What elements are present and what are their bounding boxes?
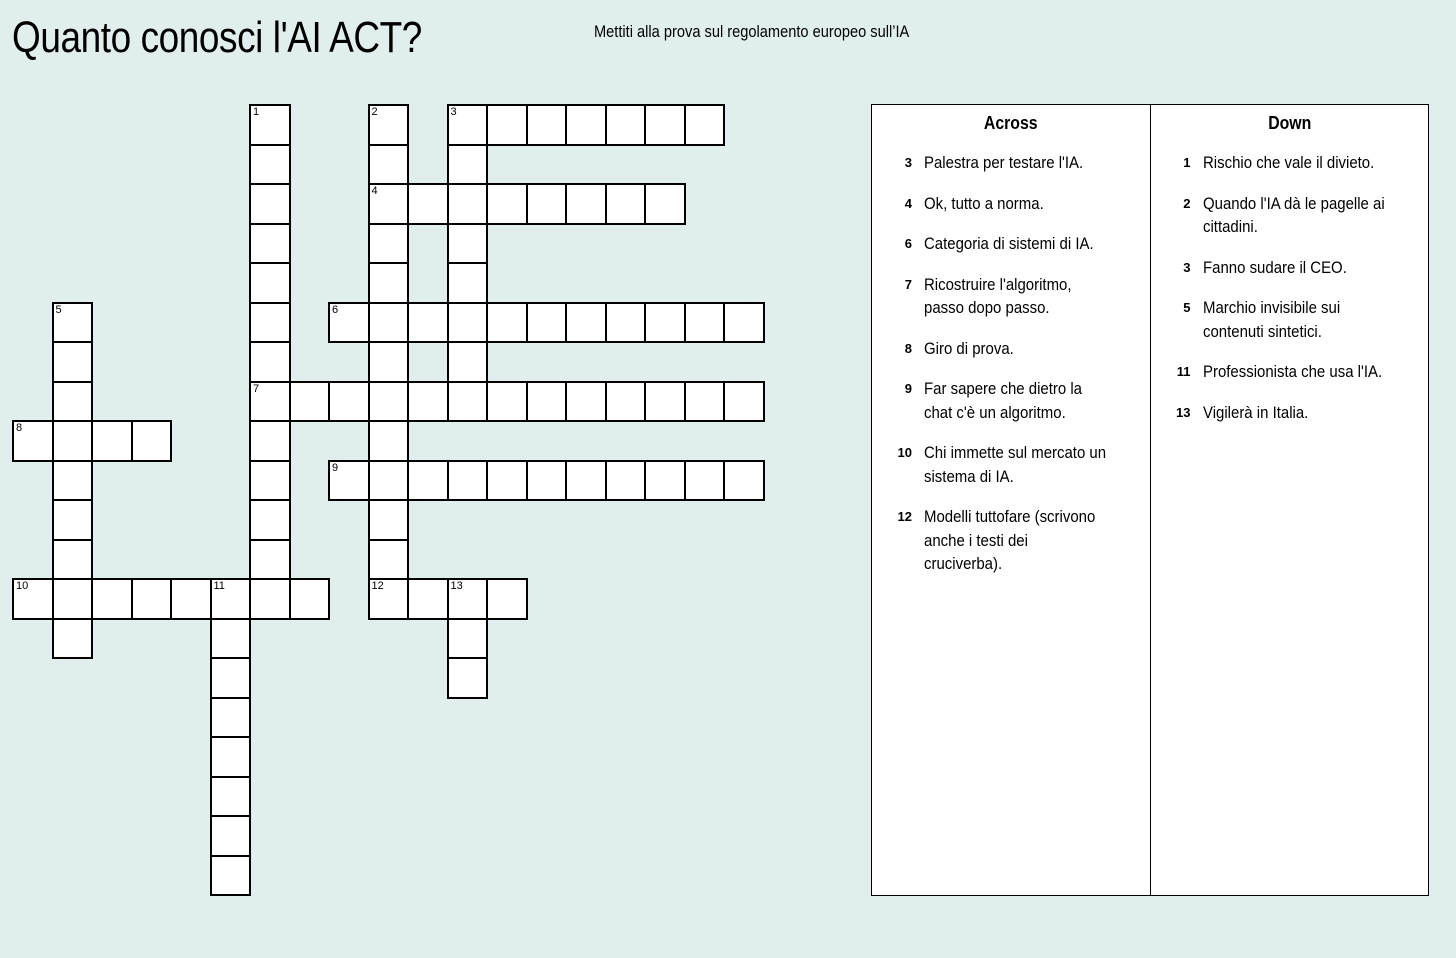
across-clue-6 xyxy=(872,224,1150,265)
clue-text: Modelli tuttofare (scrivono anche i testi dei cruciverba). xyxy=(924,507,1096,573)
cell-input[interactable] xyxy=(54,304,92,342)
clue-number: 3 xyxy=(904,155,912,170)
crossword-cell[interactable] xyxy=(249,144,291,186)
crossword-cell[interactable] xyxy=(131,420,173,462)
cell-input[interactable] xyxy=(488,106,526,144)
cell-number: 9 xyxy=(332,461,339,474)
cell-input[interactable] xyxy=(54,422,92,460)
cell-input[interactable] xyxy=(528,106,566,144)
cell-input[interactable] xyxy=(370,146,408,184)
crossword-cell[interactable] xyxy=(368,302,410,344)
cell-input[interactable] xyxy=(370,580,408,618)
crossword-cell[interactable] xyxy=(447,183,489,225)
cell-input[interactable] xyxy=(212,778,250,816)
crossword-cell[interactable] xyxy=(407,381,449,423)
cell-input[interactable] xyxy=(528,185,566,223)
crossword-cell[interactable] xyxy=(447,381,489,423)
cell-input[interactable] xyxy=(54,501,92,539)
cell-input[interactable] xyxy=(93,580,131,618)
crossword-cell[interactable] xyxy=(170,578,212,620)
cell-input[interactable] xyxy=(686,383,724,421)
crossword-cell[interactable] xyxy=(52,341,94,383)
across-clue-list xyxy=(872,135,1150,585)
cell-input[interactable] xyxy=(172,580,210,618)
cell-input[interactable] xyxy=(212,738,250,776)
clue-number: 6 xyxy=(904,236,912,251)
crossword-cell[interactable] xyxy=(210,618,252,660)
cell-input[interactable] xyxy=(54,343,92,381)
cell-input[interactable] xyxy=(212,857,250,895)
crossword-cell[interactable] xyxy=(52,539,94,581)
down-clue-11 xyxy=(1151,352,1429,393)
cell-number: 2 xyxy=(371,106,378,118)
cell-input[interactable] xyxy=(133,580,171,618)
cell-input[interactable] xyxy=(449,343,487,381)
crossword-cell[interactable] xyxy=(644,104,686,146)
crossword-cell[interactable] xyxy=(526,104,568,146)
cell-input[interactable] xyxy=(488,383,526,421)
crossword-cell[interactable] xyxy=(210,855,252,897)
crossword-cell[interactable] xyxy=(605,302,647,344)
clue-text: Professionista che usa l'IA. xyxy=(1202,362,1382,381)
crossword-cell[interactable] xyxy=(565,381,607,423)
down-header: Down xyxy=(1267,113,1311,133)
cell-input[interactable] xyxy=(251,422,289,460)
cell-number: 10 xyxy=(16,580,29,592)
down-clue-2 xyxy=(1151,184,1429,248)
cell-input[interactable] xyxy=(409,383,447,421)
crossword-cell[interactable] xyxy=(407,460,449,502)
crossword-cell[interactable] xyxy=(328,381,370,423)
cell-input[interactable] xyxy=(725,383,763,421)
cell-input[interactable] xyxy=(607,462,645,500)
cell-number: 3 xyxy=(450,106,457,118)
across-clue-3 xyxy=(872,143,1150,184)
crossword-cell[interactable] xyxy=(12,578,54,620)
clue-number: 2 xyxy=(1183,195,1191,211)
crossword-cell[interactable] xyxy=(447,460,489,502)
cell-number: 12 xyxy=(371,580,384,592)
cell-input[interactable] xyxy=(449,383,487,421)
crossword-cell[interactable] xyxy=(605,104,647,146)
across-clue-9 xyxy=(872,369,1150,433)
crossword-cell[interactable] xyxy=(249,499,291,541)
cell-input[interactable] xyxy=(251,225,289,263)
cell-number: 11 xyxy=(213,580,225,592)
cell-input[interactable] xyxy=(567,185,605,223)
clue-text: Quando l'IA dà le pagelle ai cittadini. xyxy=(1202,193,1385,236)
crossword-cell[interactable] xyxy=(210,657,252,699)
crossword-cell[interactable] xyxy=(486,460,528,502)
crossword-cell[interactable] xyxy=(684,381,726,423)
cell-input[interactable] xyxy=(370,304,408,342)
cell-input[interactable] xyxy=(725,462,763,500)
cell-input[interactable] xyxy=(370,264,408,302)
crossword-cell[interactable] xyxy=(565,183,607,225)
cell-input[interactable] xyxy=(330,383,368,421)
cell-input[interactable] xyxy=(449,185,487,223)
crossword-cell[interactable] xyxy=(368,381,410,423)
crossword-cell[interactable] xyxy=(52,578,94,620)
cell-input[interactable] xyxy=(449,225,487,263)
cell-number: 1 xyxy=(253,106,260,118)
cell-input[interactable] xyxy=(409,185,447,223)
crossword-cell[interactable] xyxy=(91,420,133,462)
clue-number: 11 xyxy=(1176,364,1191,379)
cell-input[interactable] xyxy=(93,422,131,460)
cell-input[interactable] xyxy=(330,304,368,342)
cell-input[interactable] xyxy=(212,580,250,618)
cell-input[interactable] xyxy=(646,106,684,144)
crossword-cell[interactable] xyxy=(486,578,528,620)
crossword-cell[interactable] xyxy=(368,460,410,502)
cell-input[interactable] xyxy=(488,304,526,342)
cell-input[interactable] xyxy=(212,699,250,737)
crossword-cell[interactable] xyxy=(447,223,489,265)
crossword-cell[interactable] xyxy=(368,262,410,304)
crossword-cell[interactable] xyxy=(249,578,291,620)
clue-text: Fanno sudare il CEO. xyxy=(1202,257,1347,277)
down-clue-13 xyxy=(1151,393,1429,434)
across-clue-4 xyxy=(872,184,1150,225)
crossword-cell[interactable] xyxy=(447,302,489,344)
crossword-cell[interactable] xyxy=(210,736,252,778)
page-title: Quanto conosci l'AI ACT? xyxy=(12,13,422,62)
cell-input[interactable] xyxy=(370,422,408,460)
crossword-cell[interactable] xyxy=(644,460,686,502)
across-header: Across xyxy=(983,113,1038,133)
clue-number: 9 xyxy=(904,381,912,396)
crossword-cell[interactable] xyxy=(52,499,94,541)
cell-input[interactable] xyxy=(725,304,763,342)
cell-input[interactable] xyxy=(251,106,289,144)
down-clue-3 xyxy=(1151,248,1429,289)
crossword-cell[interactable] xyxy=(210,776,252,818)
clue-text: Palestra per testare l'IA. xyxy=(924,153,1084,172)
cell-input[interactable] xyxy=(54,580,92,618)
crossword-cell[interactable] xyxy=(447,618,489,660)
cell-input[interactable] xyxy=(409,580,447,618)
crossword-cell[interactable] xyxy=(368,144,410,186)
cell-input[interactable] xyxy=(488,185,526,223)
cell-input[interactable] xyxy=(251,185,289,223)
crossword-cell[interactable] xyxy=(486,302,528,344)
crossword-cell[interactable] xyxy=(52,381,94,423)
crossword-cell[interactable] xyxy=(131,578,173,620)
cell-input[interactable] xyxy=(291,383,329,421)
crossword-cell[interactable] xyxy=(210,697,252,739)
cell-input[interactable] xyxy=(251,580,289,618)
cell-input[interactable] xyxy=(528,383,566,421)
cell-input[interactable] xyxy=(607,185,645,223)
crossword-cell[interactable] xyxy=(486,381,528,423)
cell-input[interactable] xyxy=(251,264,289,302)
page-subtitle: Mettiti alla prova sul regolamento europeo sull’IA xyxy=(594,22,910,41)
clue-text: Ricostruire l'algoritmo, passo dopo passo. xyxy=(924,274,1072,317)
clue-number: 10 xyxy=(897,445,912,460)
cell-input[interactable] xyxy=(449,304,487,342)
cell-input[interactable] xyxy=(251,343,289,381)
cell-input[interactable] xyxy=(370,462,408,500)
cell-input[interactable] xyxy=(370,343,408,381)
down-clue-5 xyxy=(1151,288,1429,352)
crossword-cell[interactable] xyxy=(368,341,410,383)
crossword-cell[interactable] xyxy=(210,578,252,620)
crossword-cell[interactable] xyxy=(249,460,291,502)
cell-input[interactable] xyxy=(370,541,408,579)
cell-input[interactable] xyxy=(133,422,171,460)
cell-number: 6 xyxy=(332,303,339,316)
cell-input[interactable] xyxy=(370,106,408,144)
cell-input[interactable] xyxy=(567,383,605,421)
crossword-cell[interactable] xyxy=(644,302,686,344)
crossword-cell[interactable] xyxy=(565,302,607,344)
cell-input[interactable] xyxy=(370,383,408,421)
across-clue-8 xyxy=(872,329,1150,370)
clue-number: 4 xyxy=(904,195,912,211)
crossword-cell[interactable] xyxy=(289,578,331,620)
cell-number: 7 xyxy=(253,382,260,395)
cell-input[interactable] xyxy=(567,462,605,500)
cell-input[interactable] xyxy=(54,541,92,579)
cell-input[interactable] xyxy=(449,462,487,500)
cell-input[interactable] xyxy=(251,146,289,184)
crossword-cell[interactable] xyxy=(249,381,291,423)
crossword-cell[interactable] xyxy=(407,302,449,344)
clue-text: Categoria di sistemi di IA. xyxy=(924,234,1094,253)
cell-input[interactable] xyxy=(528,462,566,500)
cell-input[interactable] xyxy=(54,620,92,658)
crossword-cell[interactable] xyxy=(368,104,410,146)
clue-number: 3 xyxy=(1183,259,1191,275)
clues-panel xyxy=(871,104,1429,896)
clue-text: Marchio invisibile sui contenuti sintetici. xyxy=(1202,298,1340,341)
cell-input[interactable] xyxy=(449,264,487,302)
cell-input[interactable] xyxy=(370,185,408,223)
cell-input[interactable] xyxy=(14,422,52,460)
crossword-cell[interactable] xyxy=(684,104,726,146)
cell-input[interactable] xyxy=(54,462,92,500)
crossword-cell[interactable] xyxy=(328,302,370,344)
crossword-cell[interactable] xyxy=(368,183,410,225)
cell-input[interactable] xyxy=(251,501,289,539)
cell-input[interactable] xyxy=(370,501,408,539)
cell-input[interactable] xyxy=(607,304,645,342)
cell-input[interactable] xyxy=(488,462,526,500)
cell-input[interactable] xyxy=(370,225,408,263)
crossword-cell[interactable] xyxy=(723,460,765,502)
crossword-cell[interactable] xyxy=(289,381,331,423)
cell-input[interactable] xyxy=(251,541,289,579)
cell-input[interactable] xyxy=(449,659,487,697)
crossword-cell[interactable] xyxy=(52,618,94,660)
crossword-cell[interactable] xyxy=(210,815,252,857)
crossword-cell[interactable] xyxy=(52,302,94,344)
cell-input[interactable] xyxy=(291,580,329,618)
cell-input[interactable] xyxy=(686,462,724,500)
clue-text: Giro di prova. xyxy=(924,338,1014,358)
crossword-cell[interactable] xyxy=(526,460,568,502)
crossword-cell[interactable] xyxy=(368,420,410,462)
cell-input[interactable] xyxy=(251,304,289,342)
cell-input[interactable] xyxy=(686,304,724,342)
crossword-cell[interactable] xyxy=(249,420,291,462)
clue-text: Chi immette sul mercato un sistema di IA. xyxy=(924,443,1107,486)
crossword-cell[interactable] xyxy=(723,302,765,344)
clue-text: Rischio che vale il divieto. xyxy=(1202,153,1374,172)
cell-input[interactable] xyxy=(488,580,526,618)
cell-input[interactable] xyxy=(646,383,684,421)
cell-input[interactable] xyxy=(607,106,645,144)
clue-number: 1 xyxy=(1183,155,1191,170)
crossword-cell[interactable] xyxy=(447,578,489,620)
across-clue-12 xyxy=(872,497,1150,585)
crossword-cell[interactable] xyxy=(407,578,449,620)
cell-input[interactable] xyxy=(686,106,724,144)
crossword-cell[interactable] xyxy=(447,104,489,146)
crossword-cell[interactable] xyxy=(52,420,94,462)
crossword-cell[interactable] xyxy=(368,539,410,581)
cell-input[interactable] xyxy=(251,383,289,421)
crossword-cell[interactable] xyxy=(249,223,291,265)
down-column xyxy=(1150,105,1429,895)
crossword-cell[interactable] xyxy=(526,183,568,225)
clue-text: Ok, tutto a norma. xyxy=(924,193,1044,213)
cell-input[interactable] xyxy=(646,185,684,223)
crossword-cell[interactable] xyxy=(249,539,291,581)
crossword-cell[interactable] xyxy=(368,499,410,541)
crossword-cell[interactable] xyxy=(12,420,54,462)
crossword-cell[interactable] xyxy=(447,657,489,699)
cell-input[interactable] xyxy=(212,659,250,697)
cell-input[interactable] xyxy=(54,383,92,421)
cell-number: 13 xyxy=(450,580,463,592)
down-clue-1 xyxy=(1151,143,1429,184)
crossword-cell[interactable] xyxy=(526,381,568,423)
cell-input[interactable] xyxy=(330,462,368,500)
cell-input[interactable] xyxy=(251,462,289,500)
crossword-cell[interactable] xyxy=(447,144,489,186)
crossword-cell[interactable] xyxy=(407,183,449,225)
cell-input[interactable] xyxy=(212,817,250,855)
clue-number: 7 xyxy=(904,276,912,292)
crossword-cell[interactable] xyxy=(447,262,489,304)
crossword-cell[interactable] xyxy=(328,460,370,502)
crossword-cell[interactable] xyxy=(565,460,607,502)
crossword-cell[interactable] xyxy=(684,460,726,502)
crossword-cell[interactable] xyxy=(565,104,607,146)
crossword-cell[interactable] xyxy=(486,183,528,225)
crossword-cell[interactable] xyxy=(723,381,765,423)
cell-input[interactable] xyxy=(646,304,684,342)
cell-input[interactable] xyxy=(14,580,52,618)
cell-input[interactable] xyxy=(449,146,487,184)
clue-number: 5 xyxy=(1183,300,1191,315)
cell-input[interactable] xyxy=(528,304,566,342)
clue-text: Vigilerà in Italia. xyxy=(1202,402,1308,422)
crossword-cell[interactable] xyxy=(605,381,647,423)
crossword-cell[interactable] xyxy=(249,302,291,344)
down-clue-list xyxy=(1151,135,1429,433)
crossword-cell[interactable] xyxy=(605,183,647,225)
across-clue-7 xyxy=(872,265,1150,329)
clue-number: 13 xyxy=(1176,404,1191,420)
cell-input[interactable] xyxy=(607,383,645,421)
crossword-cell[interactable] xyxy=(605,460,647,502)
crossword-cell[interactable] xyxy=(447,341,489,383)
crossword-cell[interactable] xyxy=(249,262,291,304)
cell-number: 4 xyxy=(371,185,378,197)
crossword-cell[interactable] xyxy=(52,460,94,502)
crossword-cell[interactable] xyxy=(368,223,410,265)
crossword-cell[interactable] xyxy=(249,341,291,383)
crossword-cell[interactable] xyxy=(91,578,133,620)
across-column xyxy=(872,105,1150,895)
cell-input[interactable] xyxy=(646,462,684,500)
crossword-cell[interactable] xyxy=(486,104,528,146)
crossword-cell[interactable] xyxy=(526,302,568,344)
crossword-cell[interactable] xyxy=(644,381,686,423)
crossword-cell[interactable] xyxy=(684,302,726,344)
clue-number: 12 xyxy=(897,509,912,524)
clue-number: 8 xyxy=(904,340,912,356)
cell-input[interactable] xyxy=(212,620,250,658)
cell-input[interactable] xyxy=(409,462,447,500)
crossword-cell[interactable] xyxy=(249,183,291,225)
across-clue-10 xyxy=(872,433,1150,497)
cell-number: 8 xyxy=(16,422,23,434)
cell-input[interactable] xyxy=(449,620,487,658)
cell-input[interactable] xyxy=(567,304,605,342)
crossword-cell[interactable] xyxy=(368,578,410,620)
cell-input[interactable] xyxy=(567,106,605,144)
crossword-cell[interactable] xyxy=(644,183,686,225)
crossword-cell[interactable] xyxy=(249,104,291,146)
cell-input[interactable] xyxy=(409,304,447,342)
cell-input[interactable] xyxy=(449,580,487,618)
cell-input[interactable] xyxy=(449,106,487,144)
cell-number: 5 xyxy=(55,303,62,316)
clue-text: Far sapere che dietro la chat c'è un algoritmo. xyxy=(924,379,1083,422)
